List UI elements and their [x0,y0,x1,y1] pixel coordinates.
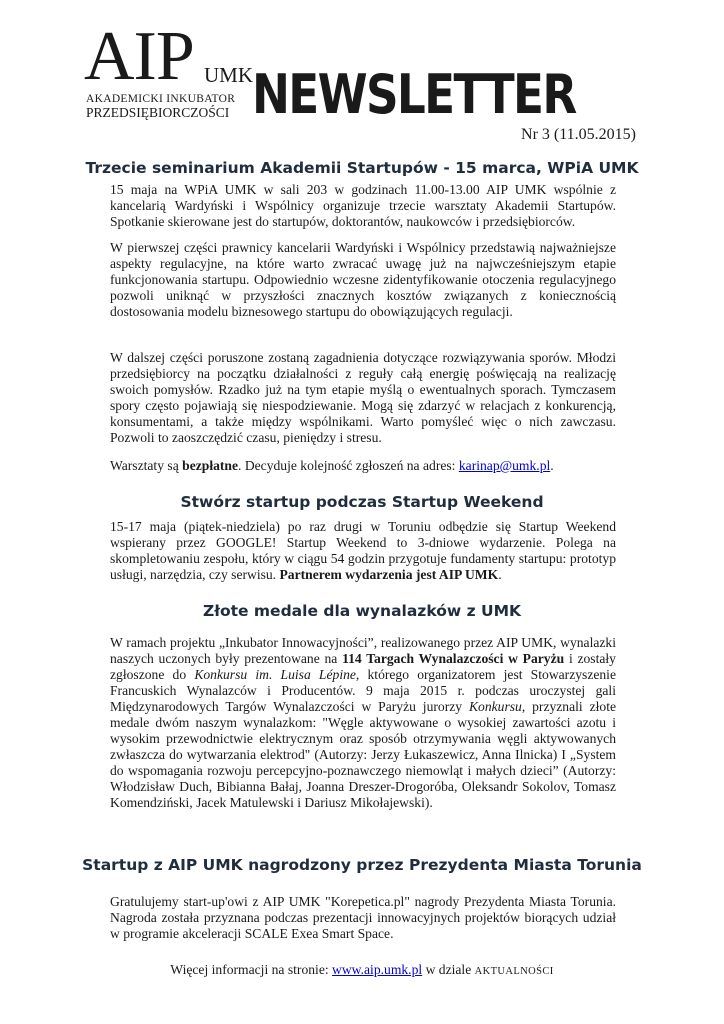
text-fragment: Warsztaty są [110,458,183,473]
aip-logo-subtitle-1: AKADEMICKI INKUBATOR [86,93,236,105]
news-section-name: AKTUALNOŚCI [474,966,554,977]
seminar-paragraph-1: 15 maja na WPiA UMK w sali 203 w godzinach 11.00-13.00 AIP UMK wspólnie z kancelarią Wardyński i Wspólnicy organizuje trzecie warsztaty Akademii Startupów. Spotkanie skierowane jest do startupów, doktorantów, naukowców i przedsiębiorców. [110,182,616,229]
section-heading-startup-weekend: Stwórz startup podczas Startup Weekend [180,493,544,511]
text-fragment: , którego organizatorem jest Stowarzyszenie Francuskich Wynalazców i Producentów. 9 maja 2015 r. podczas uroczystej gali Międzynarodowych Targów Wynalazczości w Paryżu jurorzy [110,667,616,714]
gold-medals-paragraph [110,635,616,811]
text-fragment: . [550,458,554,473]
startup-weekend-paragraph [110,519,616,583]
emphasis-contest: Konkursu im. Luisa Lépine [194,667,356,682]
section-heading-gold-medals: Złote medale dla wynalazków z UMK [202,602,522,620]
newsletter-header [0,0,724,160]
text-fragment: w dziale [422,962,475,977]
emphasis-free: bezpłatne [182,458,239,473]
website-link[interactable]: www.aip.umk.pl [332,962,423,977]
text-fragment: . [498,567,502,582]
section-heading-seminar: Trzecie seminarium Akademii Startupów - 15 marca, WPiA UMK [85,159,639,177]
aip-logo-subtitle-2: PRZEDSIĘBIORCZOŚCI [86,105,230,120]
newsletter-title: NEWSLETTER [252,63,576,126]
emphasis-contest-short: Konkursu [468,699,522,714]
emphasis-partner: Partnerem wydarzenia jest AIP UMK [279,567,499,582]
emphasis-fair: 114 Targach Wynalazczości w Paryżu [342,651,565,666]
text-fragment: 15-17 maja (piątek-niedziela) po raz drugi w Toruniu odbędzie się Startup Weekend wspierany przez GOOGLE! Startup Weekend to 3-dniowe wydarzenie. Polega na skompletowaniu zespołu, który w ciągu 54 godzin przygotuje fundamenty startupu: prototyp usługi, narzędzia, czy serwisu. [110,519,616,582]
aip-logo-umk: UMK [204,63,254,87]
issue-number: Nr 3 (11.05.2015) [521,126,636,143]
section-heading-award: Startup z AIP UMK nagrodzony przez Prezydenta Miasta Torunia [82,856,642,874]
text-fragment: , przyznali złote medale dwóm naszym wynalazkom: "Węgle aktywowane o wysokiej zawartości azotu i wysokim przewodnictwie elektrycznym oraz sposób otrzymywania węgli aktywowanych zwłaszcza do wytwarzania elektrod" (Autorzy: Jerzy Łukaszewicz, Anna Ilnicka) I „System do wspomagania rozwoju percepcyjno-poznawczego niemowląt i małych dzieci” (Autorzy: Włodzisław Duch, Bibianna Bałaj, Joanna Dreszer-Drogoróba, Oleksandr Sokolov, Tomasz Komendziński, Jacek Matulewski i Dariusz Mikołajewski). [110,699,617,810]
aip-logo: AIP [84,18,194,95]
seminar-paragraph-3: W dalszej części poruszone zostaną zagadnienia dotyczące rozwiązywania sporów. Młodzi przedsiębiorcy na początku działalności z reguły całą energię poświęcają na realizację swoich pomysłów. Rzadko już na tym etapie myślą o ewentualnych sporach. Tymczasem spory często pojawiają się niespodziewanie. Mogą się zdarzyć w relacjach z konkurencją, konsumentami, a także między wspólnikami. Warto pomyśleć więc o nich zawczasu. Pozwoli to zaoszczędzić czasu, pieniędzy i stresu. [110,350,616,445]
email-link[interactable]: karinap@umk.pl [458,458,551,473]
text-fragment: W ramach projektu „Inkubator Innowacyjności”, realizowanego przez AIP UMK, wynalazki naszych uczonych były prezentowane na [110,635,616,666]
text-fragment: i zostały zgłoszone do [110,651,616,682]
seminar-paragraph-2: W pierwszej części prawnicy kancelarii Wardyński i Wspólnicy przedstawią najważniejsze aspekty regulacyjne, na które warto zwracać uwagę już na najwcześniejszym etapie funkcjonowania startupu. Odpowiednio wczesne zidentyfikowanie otoczenia regulacyjnego pozwoli uniknąć w przyszłości znacznych kosztów związanych z koniecznością dostosowania modelu biznesowego startupu do obowiązujących regulacji. [110,240,616,319]
award-paragraph: Gratulujemy start-up'owi z AIP UMK "Korepetica.pl" nagrody Prezydenta Miasta Torunia. Nagroda została przyznana podczas prezentacji innowacyjnych projektów biorących udział w programie akceleracji SCALE Exea Smart Space. [110,894,616,941]
seminar-paragraph-4 [110,458,616,474]
text-fragment: Więcej informacji na stronie: [170,962,333,977]
text-fragment: . Decyduje kolejność zgłoszeń na adres: [238,458,459,473]
footer-info [0,962,724,980]
